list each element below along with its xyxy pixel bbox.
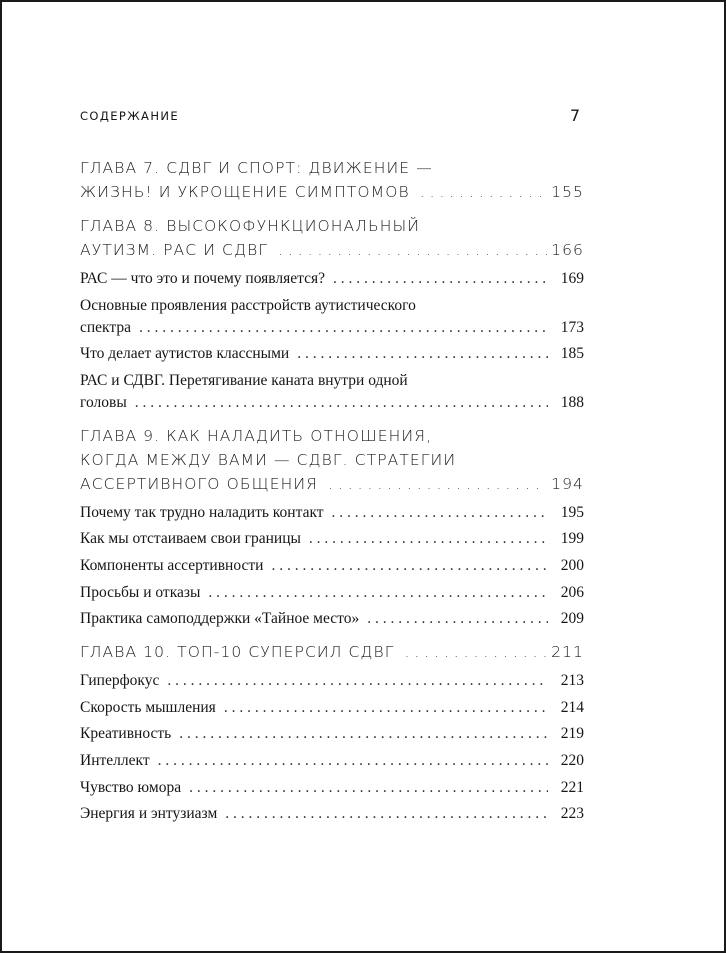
chapter-title-text: ЖИЗНЬ! И УКРОЩЕНИЕ СИМПТОМОВ	[80, 183, 410, 201]
chapter-10	[80, 640, 584, 825]
toc-entry[interactable]	[80, 582, 584, 604]
section-list	[80, 502, 584, 630]
entry-page-number: 213	[560, 672, 584, 690]
toc-entry[interactable]	[80, 528, 584, 550]
entry-title: Почему так трудно наладить контакт	[80, 503, 324, 521]
chapter-title[interactable]	[80, 156, 584, 204]
chapter-page-number: 211	[551, 643, 584, 662]
toc-entry[interactable]	[80, 268, 584, 290]
entry-page-number: 188	[560, 393, 584, 411]
chapter-page-number: 166	[551, 241, 584, 259]
chapter-title-last-line	[80, 640, 584, 664]
dot-leader	[332, 502, 548, 524]
dot-leader	[367, 608, 548, 630]
dot-leader	[189, 777, 548, 799]
entry-title: Скорость мышления	[80, 698, 216, 716]
toc-entry[interactable]	[80, 670, 584, 692]
chapter-7	[80, 156, 584, 204]
chapter-9	[80, 424, 584, 630]
chapter-title[interactable]	[80, 640, 584, 664]
dot-leader	[139, 317, 548, 339]
entry-page-number: 221	[560, 778, 584, 796]
chapter-page-number: 194	[551, 474, 584, 493]
chapter-title-line: ГЛАВА 8. ВЫСОКОФУНКЦИОНАЛЬНЫЙ	[80, 217, 421, 235]
toc-entry[interactable]	[80, 295, 584, 339]
dot-leader	[167, 670, 548, 692]
toc-entry[interactable]	[80, 555, 584, 577]
entry-title: Энергия и энтузиазм	[80, 805, 218, 823]
dot-leader	[309, 528, 548, 550]
entry-title: Что делает аутистов классными	[80, 345, 290, 363]
entry-page-number: 206	[560, 583, 584, 601]
entry-title: Как мы отстаиваем свои границы	[80, 530, 301, 548]
toc-entry[interactable]	[80, 370, 584, 414]
entry-page-number: 185	[560, 345, 584, 363]
dot-leader	[225, 803, 548, 825]
toc-entry[interactable]	[80, 777, 584, 799]
entry-page-number: 223	[560, 805, 584, 823]
section-list	[80, 268, 584, 414]
chapter-title-text: АССЕРТИВНОГО ОБЩЕНИЯ	[80, 474, 319, 493]
table-of-contents	[80, 156, 584, 830]
entry-page-number: 199	[560, 530, 584, 548]
entry-page-number: 209	[560, 610, 584, 628]
dot-leader	[278, 238, 547, 262]
entry-title: Просьбы и отказы	[80, 583, 201, 601]
toc-entry[interactable]	[80, 697, 584, 719]
chapter-title-line: ГЛАВА 7. СДВГ И СПОРТ: ДВИЖЕНИЕ —	[80, 159, 433, 177]
entry-page-number: 200	[560, 556, 584, 574]
entry-title: Креативность	[80, 725, 172, 743]
entry-title: Интеллект	[80, 751, 150, 769]
entry-page-number: 219	[560, 725, 584, 743]
entry-page-number: 169	[560, 270, 584, 287]
dot-leader	[333, 268, 548, 290]
entry-title: Гиперфокус	[80, 672, 160, 690]
dot-leader	[158, 750, 548, 772]
dot-leader	[208, 582, 548, 604]
chapter-title-line: ГЛАВА 9. КАК НАЛАДИТЬ ОТНОШЕНИЯ,	[80, 426, 433, 445]
entry-title: Чувство юмора	[80, 778, 182, 796]
chapter-title-last-line	[80, 472, 584, 496]
entry-title: Компоненты ассертивности	[80, 556, 264, 574]
page-number: 7	[569, 106, 580, 125]
dot-leader	[420, 180, 547, 204]
chapter-title-last-line	[80, 238, 584, 262]
chapter-title[interactable]	[80, 424, 584, 496]
entry-page-number: 214	[560, 698, 584, 716]
running-title: СОДЕРЖАНИЕ	[80, 109, 180, 123]
chapter-title-text: АУТИЗМ. РАС И СДВГ	[80, 241, 269, 259]
toc-entry[interactable]	[80, 803, 584, 825]
section-list	[80, 670, 584, 825]
toc-entry[interactable]	[80, 750, 584, 772]
dot-leader	[328, 472, 547, 496]
entry-title-line: РАС и СДВГ. Перетягивание каната внутри одной	[80, 371, 408, 389]
entry-page-number: 220	[560, 751, 584, 769]
dot-leader	[179, 723, 548, 745]
toc-entry[interactable]	[80, 502, 584, 524]
toc-entry[interactable]	[80, 343, 584, 365]
chapter-title-text: ГЛАВА 10. ТОП-10 СУПЕРСИЛ СДВГ	[80, 643, 395, 662]
dot-leader	[224, 697, 548, 719]
entry-title-line: Основные проявления расстройств аутистического	[80, 296, 416, 314]
entry-title: Практика самоподдержки «Тайное место»	[80, 610, 360, 628]
entry-page-number: 173	[560, 318, 584, 336]
chapter-8	[80, 214, 584, 414]
chapter-title-line: КОГДА МЕЖДУ ВАМИ — СДВГ. СТРАТЕГИИ	[80, 450, 457, 469]
dot-leader	[271, 555, 548, 577]
entry-title: спектра	[80, 318, 131, 336]
entry-title: РАС — что это и почему появляется?	[80, 270, 325, 287]
dot-leader	[135, 392, 548, 414]
entry-page-number: 195	[560, 503, 584, 521]
toc-entry[interactable]	[80, 723, 584, 745]
chapter-title[interactable]	[80, 214, 584, 262]
dot-leader	[297, 343, 548, 365]
dot-leader	[405, 640, 548, 664]
entry-title: головы	[80, 393, 127, 411]
toc-entry[interactable]	[80, 608, 584, 630]
chapter-title-last-line	[80, 180, 584, 204]
chapter-page-number: 155	[551, 183, 584, 201]
